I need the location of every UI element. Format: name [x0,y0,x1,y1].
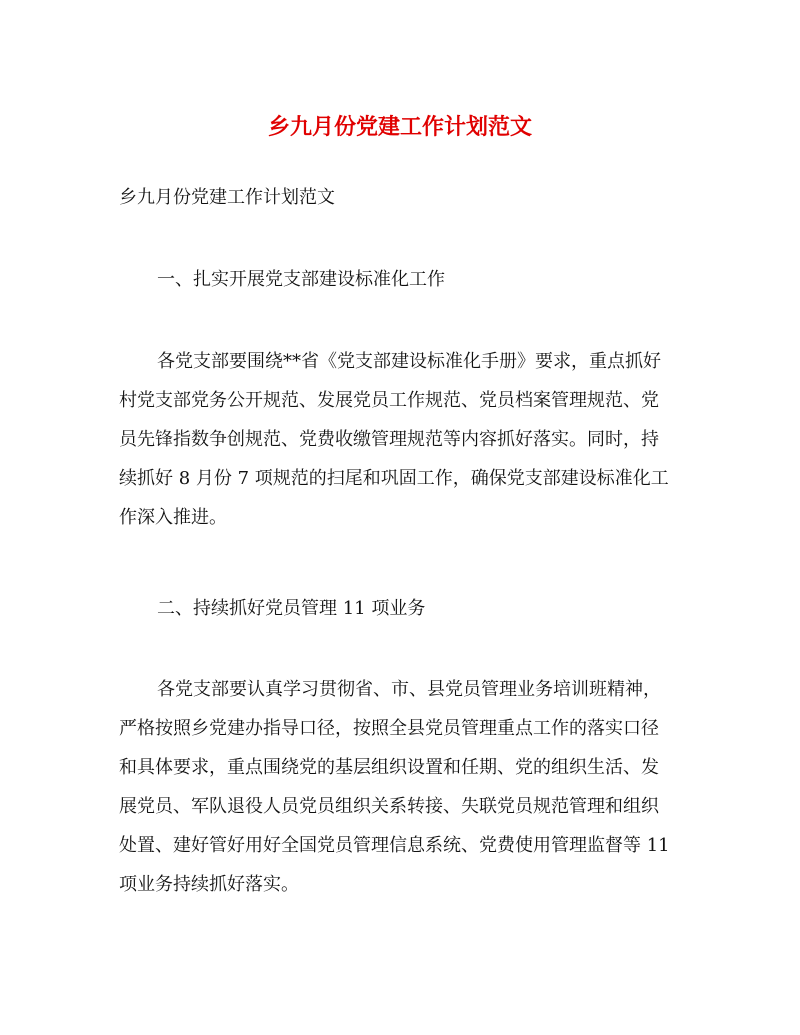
paragraph-line: 展党员、军队退役人员党员组织关系转接、失联党员规范管理和组织 [119,796,659,817]
paragraph-line: 严格按照乡党建办指导口径，按照全县党员管理重点工作的落实口径 [119,718,659,739]
document-title: 乡九月份党建工作计划范文 [267,114,532,140]
paragraph-line: 员先锋指数争创规范、党费收缴管理规范等内容抓好落实。同时，持 [119,429,659,450]
paragraph-line: 各党支部要围绕**省《党支部建设标准化手册》要求，重点抓好 [157,351,661,372]
paragraph-line: 处置、建好管好用好全国党员管理信息系统、党费使用管理监督等 11 [119,835,670,856]
section2-paragraph [119,670,691,904]
paragraph-line: 各党支部要认真学习贯彻省、市、县党员管理业务培训班精神， [157,679,661,700]
section1-heading: 一、扎实开展党支部建设标准化工作 [157,269,445,290]
paragraph-line: 作深入推进。 [119,507,227,528]
paragraph-line: 续抓好 8 月份 7 项规范的扫尾和巩固工作，确保党支部建设标准化工 [119,468,669,489]
section1-paragraph [119,342,691,537]
paragraph-line: 村党支部党务公开规范、发展党员工作规范、党员档案管理规范、党 [119,390,659,411]
paragraph-line: 和具体要求，重点围绕党的基层组织设置和任期、党的组织生活、发 [119,757,659,778]
section2-heading: 二、持续抓好党员管理 11 项业务 [157,598,426,619]
document-subtitle: 乡九月份党建工作计划范文 [119,187,335,208]
paragraph-line: 项业务持续抓好落实。 [119,874,299,895]
